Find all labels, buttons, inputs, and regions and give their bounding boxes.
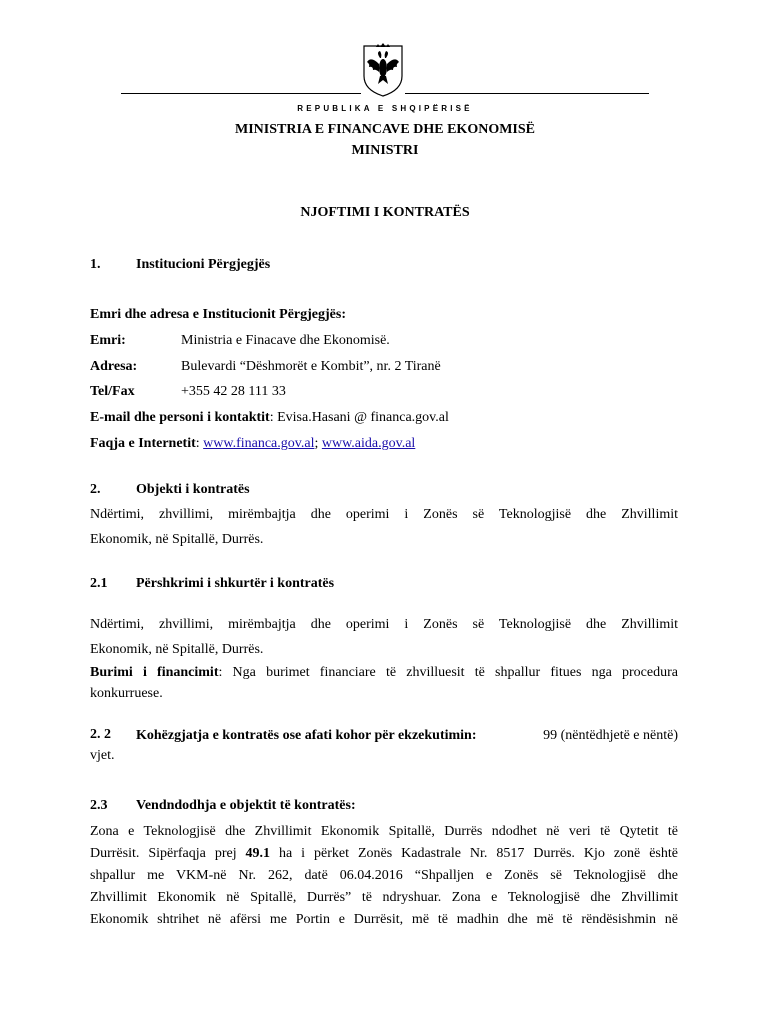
section-2-1-number: 2.1 <box>90 576 108 591</box>
section-2-1-text-line-2: Ekonomik, në Spitallë, Durrës. <box>90 642 264 657</box>
name-label: Emri: <box>90 333 126 348</box>
section-2-1-text-line-1: Ndërtimi, zhvillimi, mirëmbajtja dhe operimi i Zonës së Teknologjisë dhe Zhvillimit <box>90 617 678 632</box>
section-2-2-value: 99 (nëntëdhjetë e nëntë) <box>543 728 678 743</box>
financa-link[interactable]: www.financa.gov.al <box>203 436 315 451</box>
institution-subheading: Emri dhe adresa e Institucionit Përgjegjës: <box>90 307 346 322</box>
ministry-name: MINISTRIA E FINANCAVE DHE EKONOMISË <box>234 122 535 137</box>
section-2-3-line-2-c: ha i përket Zonës Kadastrale Nr. 8517 Durrës. Kjo zonë është <box>270 846 678 861</box>
name-value: Ministria e Finacave dhe Ekonomisë. <box>181 333 390 348</box>
tel-label: Tel/Fax <box>90 384 135 399</box>
document-title: NJOFTIMI I KONTRATËS <box>300 205 470 220</box>
section-2-1-heading: Përshkrimi i shkurtër i kontratës <box>136 576 335 591</box>
section-2-heading: Objekti i kontratës <box>136 482 250 497</box>
section-2-3-line-2 <box>90 846 678 864</box>
section-2-3-line-2-a: Durrësit. Sipërfaqja prej <box>90 846 246 861</box>
section-2-2-number: 2. 2 <box>90 727 111 742</box>
section-1-heading: Institucioni Përgjegjës <box>136 257 271 272</box>
header-rule-right <box>405 93 649 94</box>
header-rule-left <box>121 93 361 94</box>
address-label: Adresa: <box>90 359 138 374</box>
web-separator: : <box>195 436 204 451</box>
web-separator-2: ; <box>314 436 322 451</box>
section-1-number: 1. <box>90 257 101 272</box>
section-2-text-line-2: Ekonomik, në Spitallë, Durrës. <box>90 532 264 547</box>
financing-value: : Nga burimet financiare të zhvilluesit të shpallur fitues nga procedura <box>218 665 678 680</box>
address-value: Bulevardi “Dëshmorët e Kombit”, nr. 2 Tiranë <box>181 359 441 374</box>
financing-line-1 <box>90 665 678 683</box>
email-label: E-mail dhe personi i kontaktit <box>90 410 270 425</box>
email-value: : Evisa.Hasani @ financa.gov.al <box>269 410 449 425</box>
section-2-text-line-1: Ndërtimi, zhvillimi, mirëmbajtja dhe operimi i Zonës së Teknologjisë dhe Zhvillimit <box>90 507 678 522</box>
financing-line-2: konkurruese. <box>90 686 163 701</box>
web-row <box>90 435 415 453</box>
area-value: 49.1 <box>245 846 271 861</box>
section-2-3-line-3: shpallur me VKM-në Nr. 262, datë 06.04.2016 “Shpalljen e Zonës së Teknologjisë dhe <box>90 868 678 883</box>
section-2-2-row <box>136 727 678 745</box>
republic-name: REPUBLIKA E SHQIPËRISË <box>297 104 473 113</box>
email-row <box>90 409 449 427</box>
section-2-3-line-1: Zona e Teknologjisë dhe Zhvillimit Ekonomik Spitallë, Durrës ndodhet në veri të Qytetit të <box>90 824 678 839</box>
ministry-office: MINISTRI <box>351 143 419 158</box>
section-2-2-heading: Kohëzgjatja e kontratës ose afati kohor për ekzekutimin: <box>136 728 477 743</box>
coat-of-arms-icon <box>361 42 405 98</box>
financing-label: Burimi i financimit <box>90 665 219 680</box>
section-2-2-value-line-2: vjet. <box>90 748 115 763</box>
section-2-3-number: 2.3 <box>90 798 108 813</box>
section-2-3-line-4: Zhvillimit Ekonomik në Spitallë, Durrës” të ndryshuar. Zona e Teknologjisë dhe Zhvillimit <box>90 890 678 905</box>
tel-value: +355 42 28 111 33 <box>181 384 286 399</box>
section-2-number: 2. <box>90 482 101 497</box>
web-label: Faqja e Internetit <box>90 436 196 451</box>
section-2-3-line-5: Ekonomik shtrihet në afërsi me Portin e Durrësit, më të madhin dhe më të rëndësishmin në <box>90 912 678 927</box>
aida-link[interactable]: www.aida.gov.al <box>321 436 416 451</box>
section-2-3-heading: Vendndodhja e objektit të kontratës: <box>136 798 356 813</box>
